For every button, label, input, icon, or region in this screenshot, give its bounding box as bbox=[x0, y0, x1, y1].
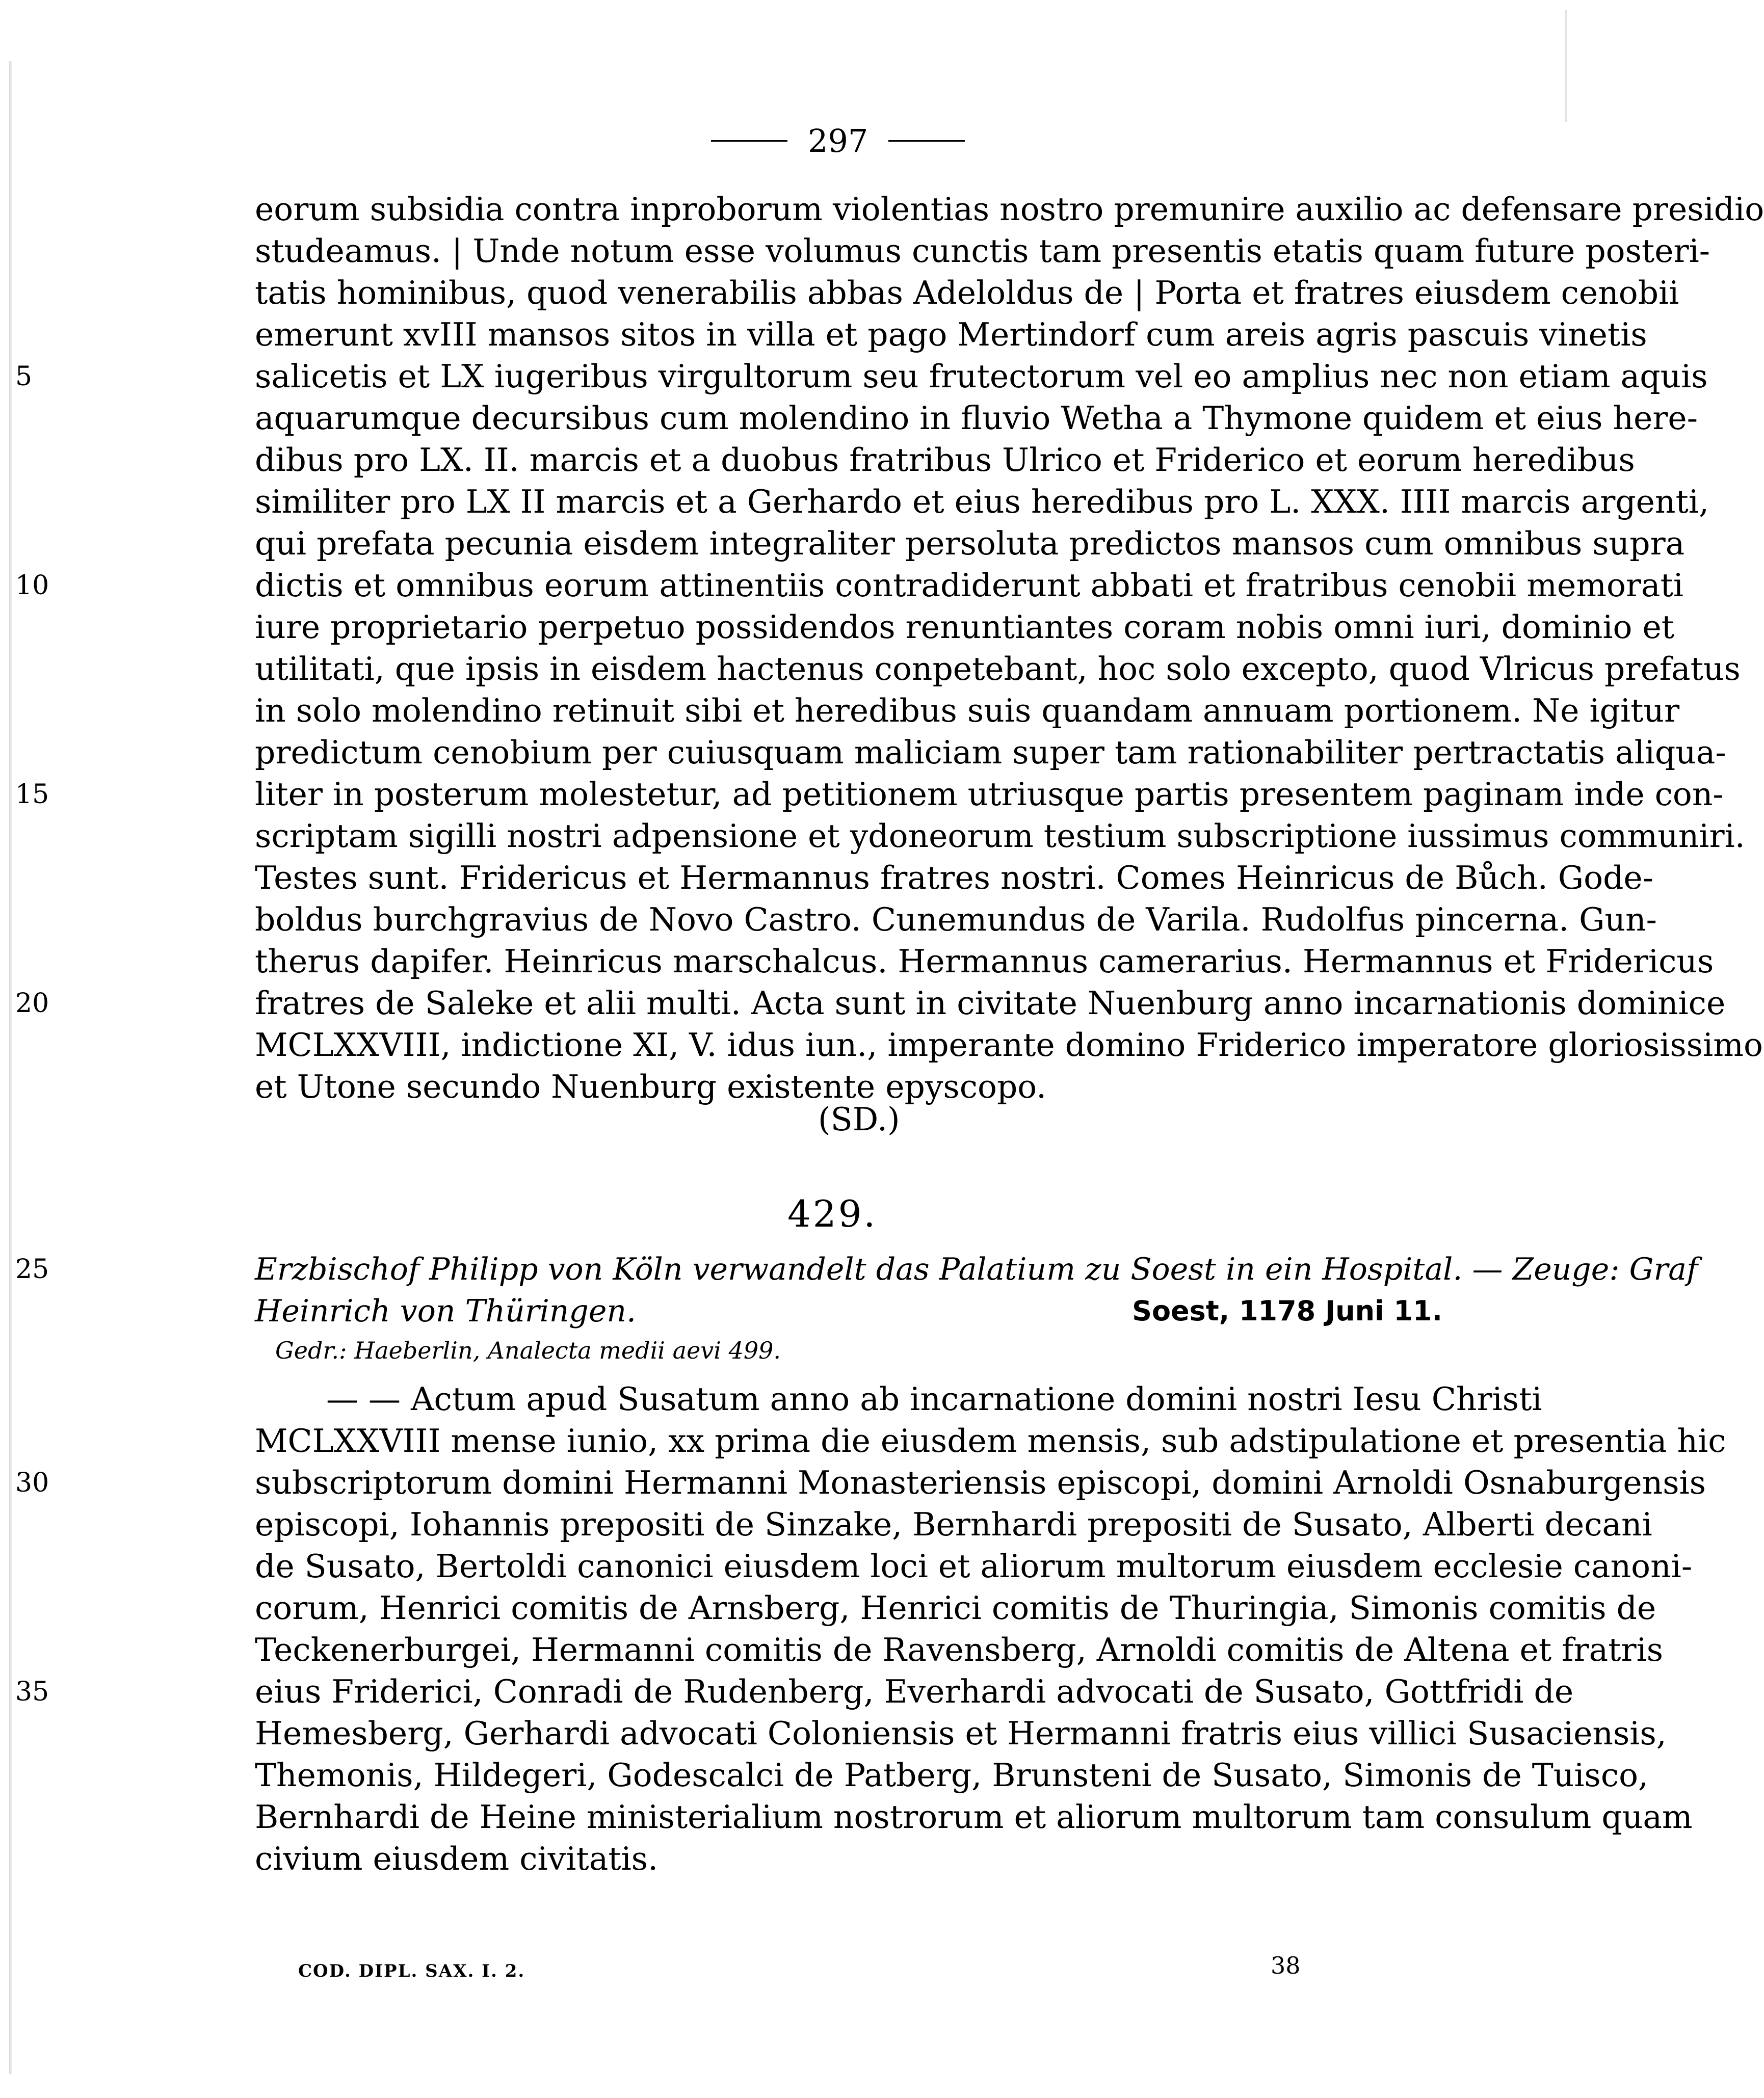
line-text: salicetis et LX iugeribus virgultorum seu frutectorum vel eo amplius nec non etiam aquis bbox=[255, 358, 1708, 395]
sheet-number: 38 bbox=[1271, 1952, 1301, 1979]
line-text: fratres de Saleke et alii multi. Acta sunt in civitate Nuenburg anno incarnationis dominice bbox=[255, 985, 1726, 1022]
text-line bbox=[15, 356, 1708, 397]
line-text: iure proprietario perpetuo possidendos renuntiantes coram nobis omni iuri, dominio et bbox=[255, 608, 1675, 646]
line-text: tatis hominibus, quod venerabilis abbas Adeloldus de | Porta et fratres eiusdem cenobii bbox=[255, 274, 1679, 311]
text-line bbox=[255, 899, 1657, 941]
text-line bbox=[255, 439, 1635, 481]
regest-date: Soest, 1178 Juni 11. bbox=[1132, 1295, 1442, 1327]
text-line bbox=[255, 1587, 1656, 1629]
document-text bbox=[15, 1378, 1726, 1880]
text-line bbox=[255, 1713, 1667, 1755]
seal-note: (SD.) bbox=[818, 1101, 900, 1138]
line-text: civium eiusdem civitatis. bbox=[255, 1840, 659, 1877]
regest-line-text: Heinrich von Thüringen. bbox=[255, 1293, 637, 1329]
text-line bbox=[255, 857, 1654, 899]
text-line bbox=[255, 1796, 1693, 1838]
text-line bbox=[255, 1838, 1442, 1880]
line-text: dibus pro LX. II. marcis et a duobus fratribus Ulrico et Friderico et eorum heredibus bbox=[255, 441, 1635, 479]
line-text: Teckenerburgei, Hermanni comitis de Ravensberg, Arnoldi comitis de Altena et fratris bbox=[255, 1631, 1664, 1668]
line-text: liter in posterum molestetur, ad petitionem utriusque partis presentem paginam inde con- bbox=[255, 776, 1724, 813]
text-line bbox=[255, 941, 1714, 982]
text-line bbox=[255, 648, 1741, 690]
line-number: 30 bbox=[15, 1468, 49, 1498]
line-text: MCLXXVIII mense iunio, xx prima die eiusdem mensis, sub adstipulatione et presentia hic bbox=[255, 1422, 1726, 1459]
sheet-signature: COD. DIPL. SAX. I. 2. bbox=[298, 1961, 525, 1981]
header-rule-left bbox=[711, 140, 787, 142]
line-text: Themonis, Hildegeri, Godescalci de Patberg, Brunsteni de Susato, Simonis de Tuisco, bbox=[255, 1757, 1649, 1794]
text-line bbox=[255, 606, 1675, 648]
line-text: MCLXXVIII, indictione XI, V. idus iun., imperante domino Friderico imperatore gloriosissimo bbox=[255, 1026, 1763, 1064]
line-text: corum, Henrici comitis de Arnsberg, Henrici comitis de Thuringia, Simonis comitis de bbox=[255, 1589, 1656, 1627]
text-line bbox=[15, 1462, 1706, 1504]
line-text: studeamus. | Unde notum esse volumus cunctis tam presentis etatis quam future posteri- bbox=[255, 232, 1710, 270]
line-text: utilitati, que ipsis in eisdem hactenus conpetebant, hoc solo excepto, quod Vlricus prefatus bbox=[255, 650, 1741, 687]
text-line bbox=[255, 1629, 1664, 1671]
line-text: scriptam sigilli nostri adpensione et ydoneorum testium subscriptione iussimus communiri. bbox=[255, 817, 1745, 855]
line-text: Testes sunt. Fridericus et Hermannus fratres nostri. Comes Heinricus de Bůch. Gode- bbox=[255, 859, 1654, 896]
line-text: subscriptorum domini Hermanni Monasteriensis episcopi, domini Arnoldi Osnaburgensis bbox=[255, 1464, 1706, 1501]
text-line bbox=[255, 1504, 1652, 1546]
text-line bbox=[255, 397, 1698, 439]
line-text: aquarumque decursibus cum molendino in fluvio Wetha a Thymone quidem et eius here- bbox=[255, 400, 1698, 437]
line-number: 20 bbox=[15, 988, 49, 1019]
page-edge-shadow bbox=[9, 61, 12, 2074]
text-line bbox=[255, 1546, 1693, 1587]
line-text: Hemesberg, Gerhardi advocati Coloniensis et Hermanni fratris eius villici Susaciensis, bbox=[255, 1715, 1667, 1752]
text-line bbox=[255, 314, 1647, 356]
line-number: 25 bbox=[15, 1254, 49, 1285]
line-text: Bernhardi de Heine ministerialium nostrorum et aliorum multorum tam consulum quam bbox=[255, 1798, 1693, 1836]
line-number: 5 bbox=[15, 361, 33, 392]
text-line bbox=[15, 774, 1724, 815]
text-line bbox=[255, 815, 1745, 857]
page-number: 297 bbox=[808, 122, 868, 160]
continuation-text bbox=[15, 189, 1764, 1108]
regest-line-text: Erzbischof Philipp von Köln verwandelt das Palatium zu Soest in ein Hospital. — Zeuge: Graf bbox=[255, 1252, 1698, 1287]
text-line bbox=[255, 1755, 1649, 1796]
header-rule-right bbox=[888, 140, 965, 142]
regest-line bbox=[15, 1249, 1698, 1290]
text-line bbox=[255, 690, 1680, 732]
line-text: therus dapifer. Heinricus marschalcus. Hermannus camerarius. Hermannus et Fridericus bbox=[255, 943, 1714, 980]
regest-line bbox=[255, 1290, 1442, 1332]
text-line bbox=[255, 1024, 1763, 1066]
line-text: in solo molendino retinuit sibi et heredibus suis quandam annuam portionem. Ne igitur bbox=[255, 692, 1680, 729]
regest bbox=[15, 1249, 1698, 1332]
text-line bbox=[15, 1671, 1574, 1713]
text-line bbox=[255, 1378, 1542, 1420]
line-text: eius Friderici, Conradi de Rudenberg, Everhardi advocati de Susato, Gottfridi de bbox=[255, 1673, 1574, 1710]
line-number: 10 bbox=[15, 570, 49, 601]
text-line bbox=[15, 982, 1726, 1024]
line-text: predictum cenobium per cuiusquam maliciam super tam rationabiliter pertractatis aliqua- bbox=[255, 734, 1726, 771]
line-text: episcopi, Iohannis prepositi de Sinzake, Bernhardi prepositi de Susato, Alberti decani bbox=[255, 1506, 1652, 1543]
line-text: et Utone secundo Nuenburg existente epyscopo. bbox=[255, 1068, 1047, 1105]
text-line bbox=[255, 230, 1710, 272]
line-text: boldus burchgravius de Novo Castro. Cunemundus de Varila. Rudolfus pincerna. Gun- bbox=[255, 901, 1657, 938]
line-text: de Susato, Bertoldi canonici eiusdem loci et aliorum multorum eiusdem ecclesie canoni- bbox=[255, 1548, 1693, 1585]
text-line bbox=[255, 1420, 1726, 1462]
text-line bbox=[15, 565, 1684, 606]
document-number: 429. bbox=[787, 1192, 878, 1235]
page-header bbox=[711, 122, 965, 160]
text-line bbox=[255, 481, 1709, 523]
line-text: eorum subsidia contra inproborum violentias nostro premunire auxilio ac defensare presidio bbox=[255, 191, 1764, 228]
line-number: 35 bbox=[15, 1677, 49, 1707]
text-line bbox=[255, 272, 1679, 314]
line-text: dictis et omnibus eorum attinentiis contradiderunt abbati et fratribus cenobii memorati bbox=[255, 567, 1684, 604]
line-text: qui prefata pecunia eisdem integraliter persoluta predictos mansos cum omnibus supra bbox=[255, 525, 1685, 562]
text-line bbox=[255, 189, 1764, 230]
print-reference: Gedr.: Haeberlin, Analecta medii aevi 499. bbox=[275, 1337, 781, 1364]
line-text: emerunt xvIII mansos sitos in villa et pago Mertindorf cum areis agris pascuis vinetis bbox=[255, 316, 1647, 353]
page-edge-mark bbox=[1565, 10, 1567, 122]
text-line bbox=[255, 523, 1685, 565]
line-number: 15 bbox=[15, 779, 49, 810]
line-text: similiter pro LX II marcis et a Gerhardo et eius heredibus pro L. XXX. IIII marcis argenti, bbox=[255, 483, 1709, 520]
text-line bbox=[255, 732, 1726, 774]
line-text: — — Actum apud Susatum anno ab incarnatione domini nostri Iesu Christi bbox=[326, 1380, 1542, 1418]
